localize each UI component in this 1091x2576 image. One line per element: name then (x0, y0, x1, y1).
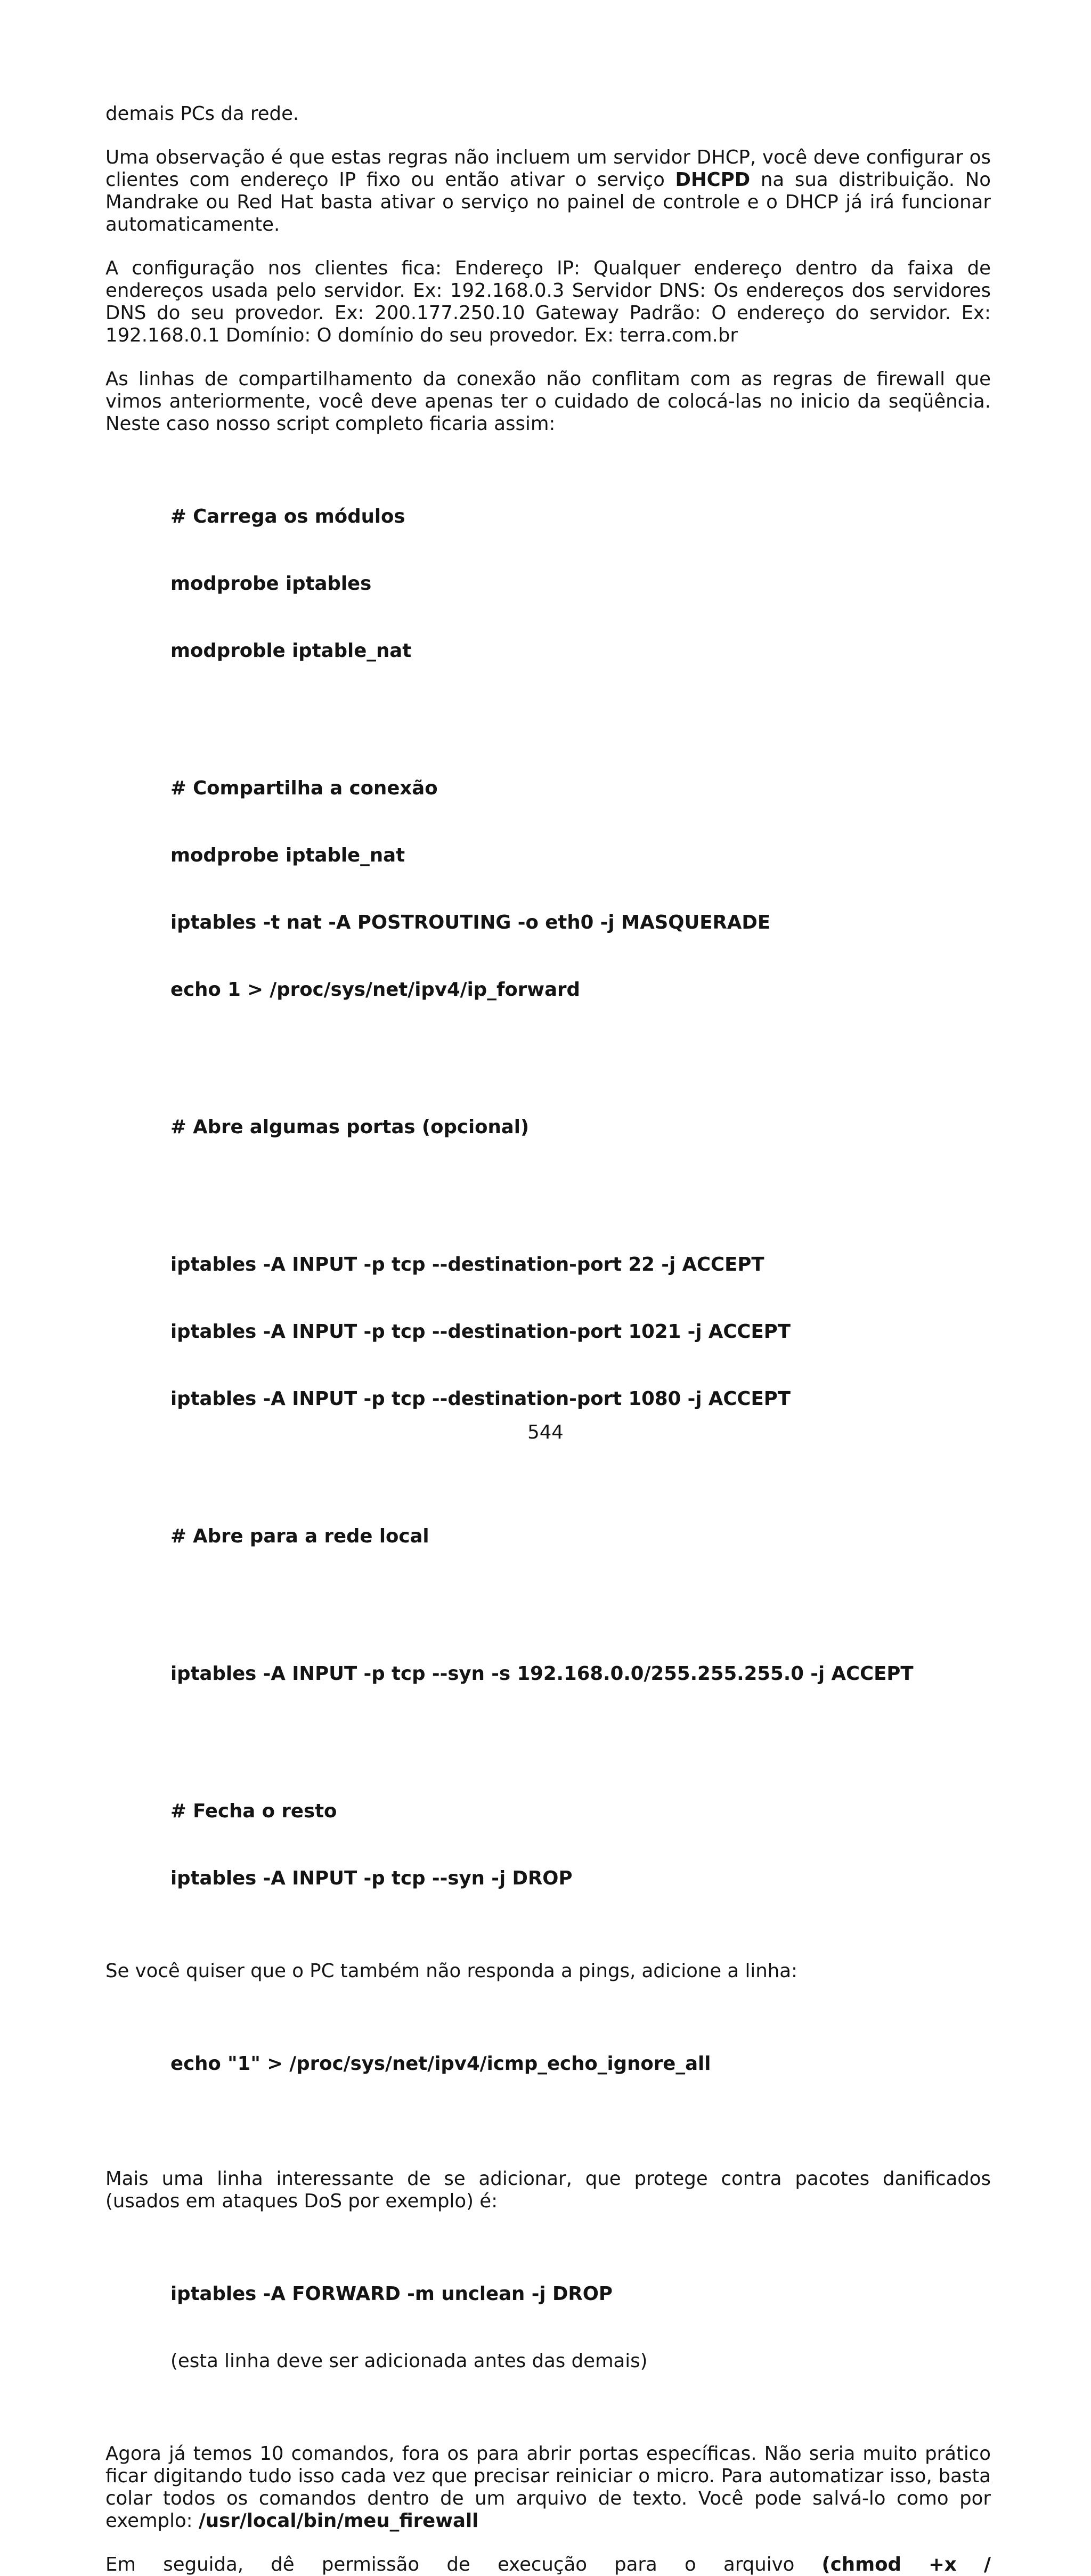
unclean-command-block (170, 2238, 991, 2417)
code-line: iptables -A INPUT -p tcp --destination-port 22 -j ACCEPT (170, 1254, 764, 1275)
bold-word: +x (929, 2554, 957, 2575)
code-line: modprobe iptables (170, 573, 372, 595)
bold-path: /usr/local/bin/meu_firewall (198, 2510, 479, 2532)
code-gap (170, 1730, 991, 1756)
code-line: iptables -A INPUT -p tcp --syn -s 192.168.0.0/255.255.255.0 -j ACCEPT (170, 1663, 914, 1685)
paragraph-continuation: demais PCs da rede. (105, 103, 299, 125)
paragraph-automation (105, 2443, 991, 2532)
code-line: echo 1 > /proc/sys/net/ipv4/ip_forward (170, 979, 580, 1001)
code-line: iptables -t nat -A POSTROUTING -o eth0 -j MASQUERADE (170, 912, 771, 933)
code-note: (esta linha deve ser adicionada antes das demais) (170, 2350, 648, 2372)
paragraph-sharing-lines: As linhas de compartilhamento da conexão não conflitam com as regras de firewall que vimos anteriormente, você deve apenas ter o cuidado de colocá-las no inicio da seqüência. Neste caso nosso script completo ficaria assim: (105, 368, 991, 435)
page-number: 544 (527, 1421, 564, 1443)
document-page (105, 103, 991, 2576)
paragraph-dhcp-note (105, 147, 991, 236)
code-line: iptables -A INPUT -p tcp --syn -j DROP (170, 1867, 573, 1889)
code-line: iptables -A INPUT -p tcp --destination-port 1021 -j ACCEPT (170, 1321, 791, 1343)
code-line: echo "1" > /proc/sys/net/ipv4/icmp_echo_ignore_all (170, 2053, 711, 2075)
code-line: # Compartilha a conexão (170, 777, 438, 799)
paragraph-ping-intro: Se você quiser que o PC também não responda a pings, adicione a linha: (105, 1960, 797, 1982)
code-line: iptables -A FORWARD -m unclean -j DROP (170, 2283, 613, 2305)
paragraph-chmod-line (105, 2554, 991, 2576)
code-gap (170, 1592, 991, 1618)
word: seguida, (163, 2554, 244, 2575)
word: para (614, 2554, 657, 2575)
code-line: # Carrega os módulos (170, 506, 405, 527)
code-line: iptables -A INPUT -p tcp --destination-port 1080 -j ACCEPT (170, 1388, 791, 1410)
word: o (685, 2554, 696, 2575)
bold-term-dhcpd: DHCPD (675, 169, 751, 191)
code-gap (170, 1455, 991, 1481)
code-line: # Abre algumas portas (opcional) (170, 1116, 530, 1138)
text-span: na sua distribuição. No Mandrake ou Red Hat basta ativar o serviço no painel de controle e o DHCP já irá funcionar automaticamente. (105, 169, 991, 235)
code-gap (170, 707, 991, 733)
word: dê (271, 2554, 295, 2575)
word: arquivo (723, 2554, 795, 2575)
code-gap (170, 1183, 991, 1209)
code-line: modproble iptable_nat (170, 640, 412, 662)
word: de (446, 2554, 470, 2575)
code-line: # Abre para a rede local (170, 1525, 429, 1547)
code-gap (170, 1046, 991, 1071)
code-line: modprobe iptable_nat (170, 844, 405, 866)
word: permissão (321, 2554, 420, 2575)
firewall-script (170, 461, 991, 1935)
paragraph-client-config: A configuração nos clientes fica: Endereço IP: Qualquer endereço dentro da faixa de endereços usada pelo servidor. Ex: 192.168.0.3 Servidor DNS: Os endereços dos servidores DNS do seu provedor. Ex: 200.177.250.10 Gateway Padrão: O endereço do servidor. Ex: 192.168.0.1 Domínio: O domínio do seu provedor. Ex: terra.com.br (105, 257, 991, 346)
paragraph-unclean-intro: Mais uma linha interessante de se adicionar, que protege contra pacotes danificados (usados em ataques DoS por exemplo) é: (105, 2168, 991, 2212)
text-span: Uma observação é que estas regras não incluem um servidor DHCP, você deve configurar os clientes com endereço IP fixo ou então ativar o serviço (105, 147, 991, 191)
bold-word: / (983, 2554, 991, 2575)
bold-word: (chmod (821, 2554, 901, 2575)
ping-command-block (170, 2008, 991, 2120)
text-span: Agora já temos 10 comandos, fora os para abrir portas específicas. Não seria muito prático ficar digitando tudo isso cada vez que precisar reiniciar o micro. Para automatizar isso, basta colar todos os comandos dentro de um arquivo de texto. Você pode salvá-lo como por exemplo: (105, 2443, 991, 2532)
code-line: # Fecha o resto (170, 1800, 337, 1822)
word: Em (105, 2554, 136, 2575)
word: execução (497, 2554, 587, 2575)
